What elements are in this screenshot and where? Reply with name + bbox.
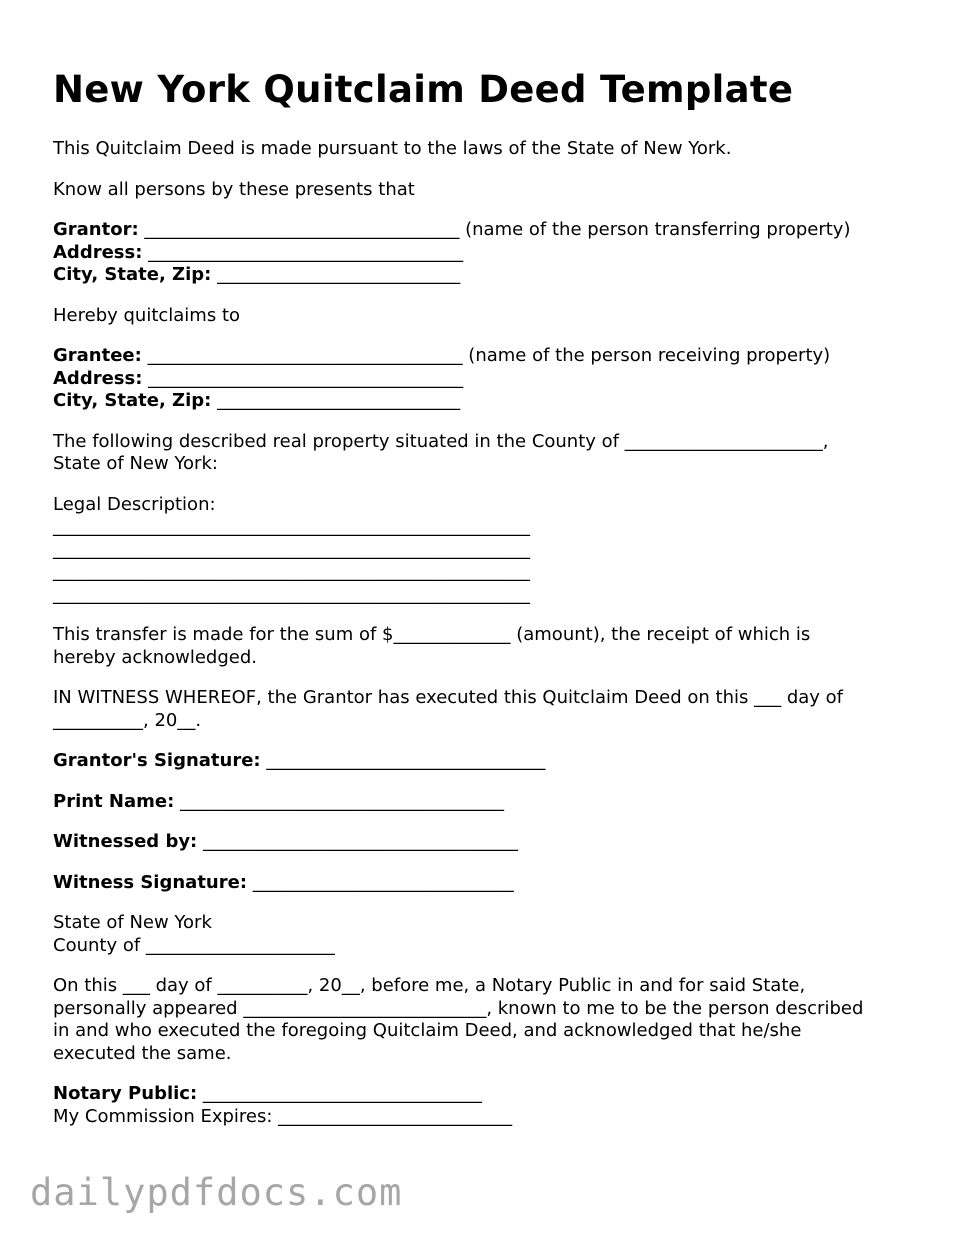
grantor-address-label: Address: [53, 241, 143, 263]
grantee-note: (name of the person receiving property) [462, 345, 831, 366]
commission-expires-line[interactable]: My Commission Expires: __________________________ [53, 1105, 513, 1127]
acknowledgment-line: executed the same. [53, 1042, 232, 1064]
legal-description-line[interactable]: _____________________________________________________ [53, 561, 530, 582]
print-name-line [53, 791, 913, 814]
acknowledgment-line: personally appeared ___________________________, known to me to be the person described [53, 997, 864, 1019]
witness-signature-label: Witness Signature: [53, 871, 248, 893]
grantor-label: Grantor: [53, 219, 139, 240]
grantee-city-line [53, 390, 913, 413]
grantee-city-label: City, State, Zip: [53, 390, 212, 411]
property-line: State of New York: [53, 453, 218, 474]
grantor-city-label: City, State, Zip: [53, 264, 212, 285]
venue-county[interactable]: County of _____________________ [53, 934, 335, 956]
property-line: The following described real property situated in the County of ______________________, [53, 430, 829, 452]
witness-signature-line [53, 872, 913, 895]
grantor-city-line [53, 264, 913, 287]
notary-public-line [53, 1083, 913, 1106]
watermark: dailypdfdocs.com [30, 1171, 403, 1214]
witness-whereof-line: __________, 20__. [53, 709, 202, 731]
grantor-name-blank[interactable]: ___________________________________ [138, 219, 460, 240]
legal-description-line[interactable]: _____________________________________________________ [53, 516, 530, 537]
acknowledgment-line: in and who executed the foregoing Quitclaim Deed, and acknowledged that he/she [53, 1020, 802, 1041]
grantor-address-line [53, 242, 913, 265]
legal-description-line[interactable]: _____________________________________________________ [53, 583, 530, 605]
page-title: New York Quitclaim Deed Template [53, 68, 794, 111]
grantor-signature-label: Grantor's Signature: [53, 750, 261, 771]
grantee-address-line [53, 368, 913, 391]
print-name-blank[interactable]: ____________________________________ [174, 790, 505, 812]
grantee-block [53, 345, 913, 413]
witness-signature-blank[interactable]: _____________________________ [247, 871, 514, 893]
notary-public-label: Notary Public: [53, 1083, 198, 1104]
acknowledgment-line: On this ___ day of __________, 20__, before me, a Notary Public in and for said State, [53, 975, 806, 996]
grantor-address-blank[interactable]: ___________________________________ [142, 241, 464, 263]
grantee-city-blank[interactable]: ___________________________ [211, 390, 461, 411]
witness-whereof-line: IN WITNESS WHEREOF, the Grantor has executed this Quitclaim Deed on this ___ day of [53, 687, 844, 708]
witnessed-by-line [53, 831, 913, 854]
document-page [53, 66, 913, 1128]
notary-public-blank[interactable]: _______________________________ [197, 1083, 482, 1104]
legal-description-line[interactable]: _____________________________________________________ [53, 538, 530, 560]
grantee-address-label: Address: [53, 367, 143, 389]
grantee-address-blank[interactable]: ___________________________________ [142, 367, 464, 389]
acknowledgment-paragraph [53, 975, 913, 1065]
witnessed-by-label: Witnessed by: [53, 831, 198, 852]
notary-block [53, 1083, 913, 1128]
venue-state: State of New York [53, 912, 212, 933]
legal-description-block [53, 494, 913, 607]
transfer-line: hereby acknowledged. [53, 646, 258, 668]
know-all-text: Know all persons by these presents that [53, 178, 415, 200]
witness-whereof-paragraph [53, 687, 913, 732]
grantor-line [53, 219, 913, 242]
grantor-signature-line [53, 750, 913, 773]
grantee-name-blank[interactable]: ___________________________________ [141, 345, 463, 366]
witnessed-by-blank[interactable]: ___________________________________ [197, 831, 518, 852]
quitclaims-text: Hereby quitclaims to [53, 304, 241, 326]
print-name-label: Print Name: [53, 790, 175, 812]
venue-block [53, 912, 913, 957]
transfer-line: This transfer is made for the sum of $_____________ (amount), the receipt of which is [53, 624, 811, 645]
grantor-signature-blank[interactable]: _______________________________ [260, 750, 546, 771]
grantee-line [53, 345, 913, 368]
transfer-paragraph [53, 624, 913, 669]
grantee-label: Grantee: [53, 345, 142, 366]
intro-text: This Quitclaim Deed is made pursuant to the laws of the State of New York. [53, 138, 732, 159]
property-paragraph [53, 431, 913, 476]
grantor-note: (name of the person transferring property) [459, 219, 851, 240]
legal-description-label: Legal Description: [53, 493, 216, 515]
grantor-city-blank[interactable]: ___________________________ [211, 264, 461, 285]
grantor-block [53, 219, 913, 287]
